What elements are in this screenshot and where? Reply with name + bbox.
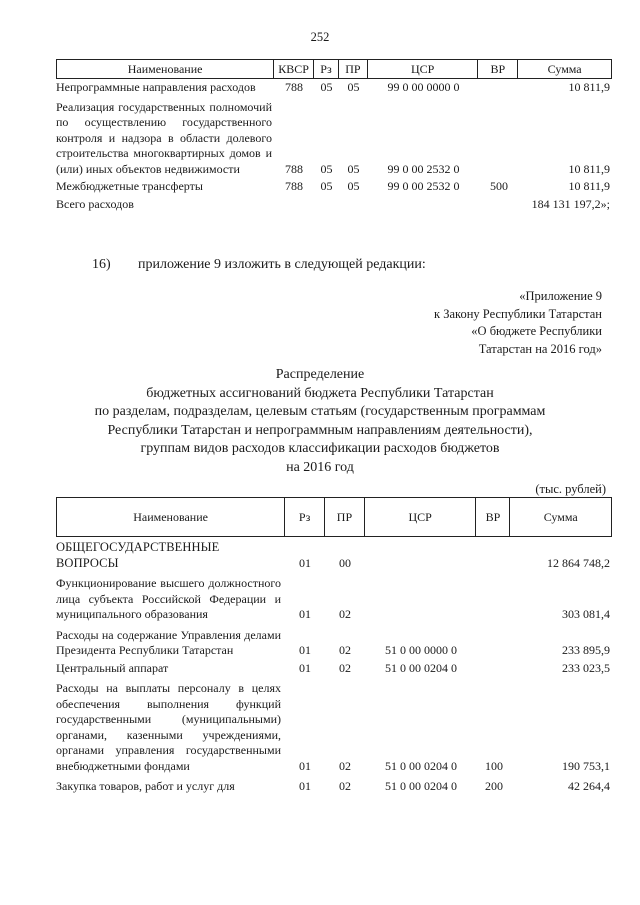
- table-row: [56, 576, 612, 623]
- table-header: [56, 497, 612, 537]
- table-expenses-continuation: [56, 59, 612, 212]
- row-pr: 05: [347, 80, 360, 94]
- row-vr: 500: [490, 179, 508, 193]
- row-csr: 51 0 00 0204 0: [385, 660, 457, 675]
- header-csr: ЦСР: [365, 498, 477, 536]
- row-rz: 01: [299, 660, 311, 675]
- row-sum: 10 811,9: [568, 161, 610, 176]
- row-name: Закупка товаров, работ и услуг для: [56, 779, 235, 793]
- row-sum: 233 023,5: [562, 660, 610, 675]
- units-label: (тыс. рублей): [535, 482, 606, 496]
- amendment-item: [92, 257, 426, 273]
- row-vr: 100: [485, 758, 503, 773]
- row-pr: 02: [339, 758, 351, 773]
- appendix-line: к Закону Республики Татарстан: [434, 306, 602, 321]
- row-pr: 05: [347, 161, 360, 176]
- header-csr: ЦСР: [368, 60, 479, 78]
- header-vr: ВР: [476, 498, 510, 536]
- page-number: 252: [310, 30, 330, 44]
- table-row: [56, 681, 612, 774]
- table-row: [56, 540, 612, 571]
- table-row: [56, 779, 612, 795]
- table-budget-distribution: [56, 497, 612, 795]
- row-pr: 02: [339, 643, 351, 657]
- row-sum: 303 081,4: [562, 607, 610, 621]
- appendix-line: «О бюджете Республики: [471, 324, 602, 338]
- row-name: Функционирование высшего должностного лица субъекта Российской Федерации и муниципального образования: [56, 576, 281, 621]
- row-name: Всего расходов: [56, 196, 134, 211]
- header-vr: ВР: [478, 60, 518, 78]
- title-line: Распределение: [275, 367, 365, 382]
- appendix-reference: [434, 288, 602, 358]
- row-rz: 01: [299, 758, 311, 773]
- row-sum: 12 864 748,2: [547, 555, 610, 570]
- row-rz: 05: [320, 179, 333, 193]
- header-sum: Сумма: [547, 61, 582, 76]
- row-name: Межбюджетные трансферты: [56, 179, 203, 193]
- row-csr: 99 0 00 0000 0: [387, 80, 460, 94]
- row-name: Расходы на содержание Управления делами Президента Республики Татарстан: [56, 627, 281, 657]
- row-rz: 01: [299, 779, 311, 793]
- header-sum: Сумма: [543, 509, 578, 524]
- row-csr: 51 0 00 0204 0: [385, 779, 457, 793]
- row-csr: 51 0 00 0000 0: [385, 643, 457, 657]
- row-kvsr: 788: [285, 179, 303, 193]
- row-pr: 02: [339, 607, 351, 621]
- table-row: [56, 179, 612, 195]
- row-name: Центральный аппарат: [56, 660, 169, 675]
- row-rz: 01: [299, 607, 311, 621]
- row-csr: 99 0 00 2532 0: [387, 161, 460, 176]
- title-line: на 2016 год: [286, 459, 354, 475]
- title-line: по разделам, подразделам, целевым статьям (государственным программам: [94, 404, 546, 419]
- row-sum: 184 131 197,2»;: [531, 196, 610, 211]
- row-name: ОБЩЕГОСУДАРСТВЕННЫЕ ВОПРОСЫ: [56, 540, 220, 570]
- row-sum: 233 895,9: [562, 643, 610, 657]
- row-csr: 51 0 00 0204 0: [385, 758, 457, 773]
- table-row: [56, 661, 612, 677]
- row-kvsr: 788: [285, 161, 303, 176]
- row-rz: 01: [299, 643, 311, 657]
- item-number: 16): [92, 257, 111, 272]
- header-rz: Рз: [285, 498, 325, 536]
- row-rz: 01: [299, 555, 311, 570]
- row-pr: 00: [339, 555, 351, 570]
- header-rz: Рз: [314, 60, 339, 78]
- header-kvsr: КВСР: [274, 60, 314, 78]
- document-title: [0, 366, 640, 477]
- header-pr: ПР: [339, 60, 368, 78]
- header-name: Наименование: [57, 498, 285, 536]
- title-line: Республики Татарстан и непрограммным направлениям деятельности),: [107, 422, 533, 438]
- header-pr: ПР: [325, 498, 365, 536]
- row-csr: 99 0 00 2532 0: [387, 179, 460, 193]
- row-sum: 190 753,1: [562, 758, 610, 773]
- row-name: Непрограммные направления расходов: [56, 80, 256, 94]
- header-name: Наименование: [57, 60, 274, 78]
- appendix-line: Татарстан на 2016 год»: [478, 341, 602, 356]
- row-pr: 02: [339, 660, 351, 675]
- table-header: [56, 59, 612, 79]
- table-row: [56, 628, 612, 659]
- row-pr: 05: [347, 179, 360, 193]
- row-name: Расходы на выплаты персоналу в целях обеспечения выполнения функций государственными (муниципальными) органами, казенными учреждениями, органами управления государственными внебюджетными фондами: [56, 681, 281, 773]
- table-row: [56, 100, 612, 178]
- title-line: бюджетных ассигнований бюджета Республики Татарстан: [146, 385, 494, 401]
- table-row: [56, 80, 612, 96]
- appendix-line: «Приложение 9: [519, 289, 602, 303]
- row-name: Реализация государственных полномочий по осуществлению государственного контроля и надзора в области долевого строительства многоквартирных домов и (или) иных объектов недвижимости: [56, 99, 272, 176]
- title-line: группам видов расходов классификации расходов бюджетов: [140, 441, 500, 456]
- table-row-total: [56, 197, 612, 213]
- row-sum: 10 811,9: [568, 179, 610, 193]
- item-text: приложение 9 изложить в следующей редакции:: [138, 257, 426, 272]
- row-sum: 10 811,9: [568, 80, 610, 94]
- row-rz: 05: [320, 80, 333, 94]
- row-pr: 02: [339, 779, 351, 793]
- row-sum: 42 264,4: [568, 779, 610, 793]
- row-vr: 200: [485, 779, 503, 793]
- row-kvsr: 788: [285, 80, 303, 94]
- row-rz: 05: [320, 161, 333, 176]
